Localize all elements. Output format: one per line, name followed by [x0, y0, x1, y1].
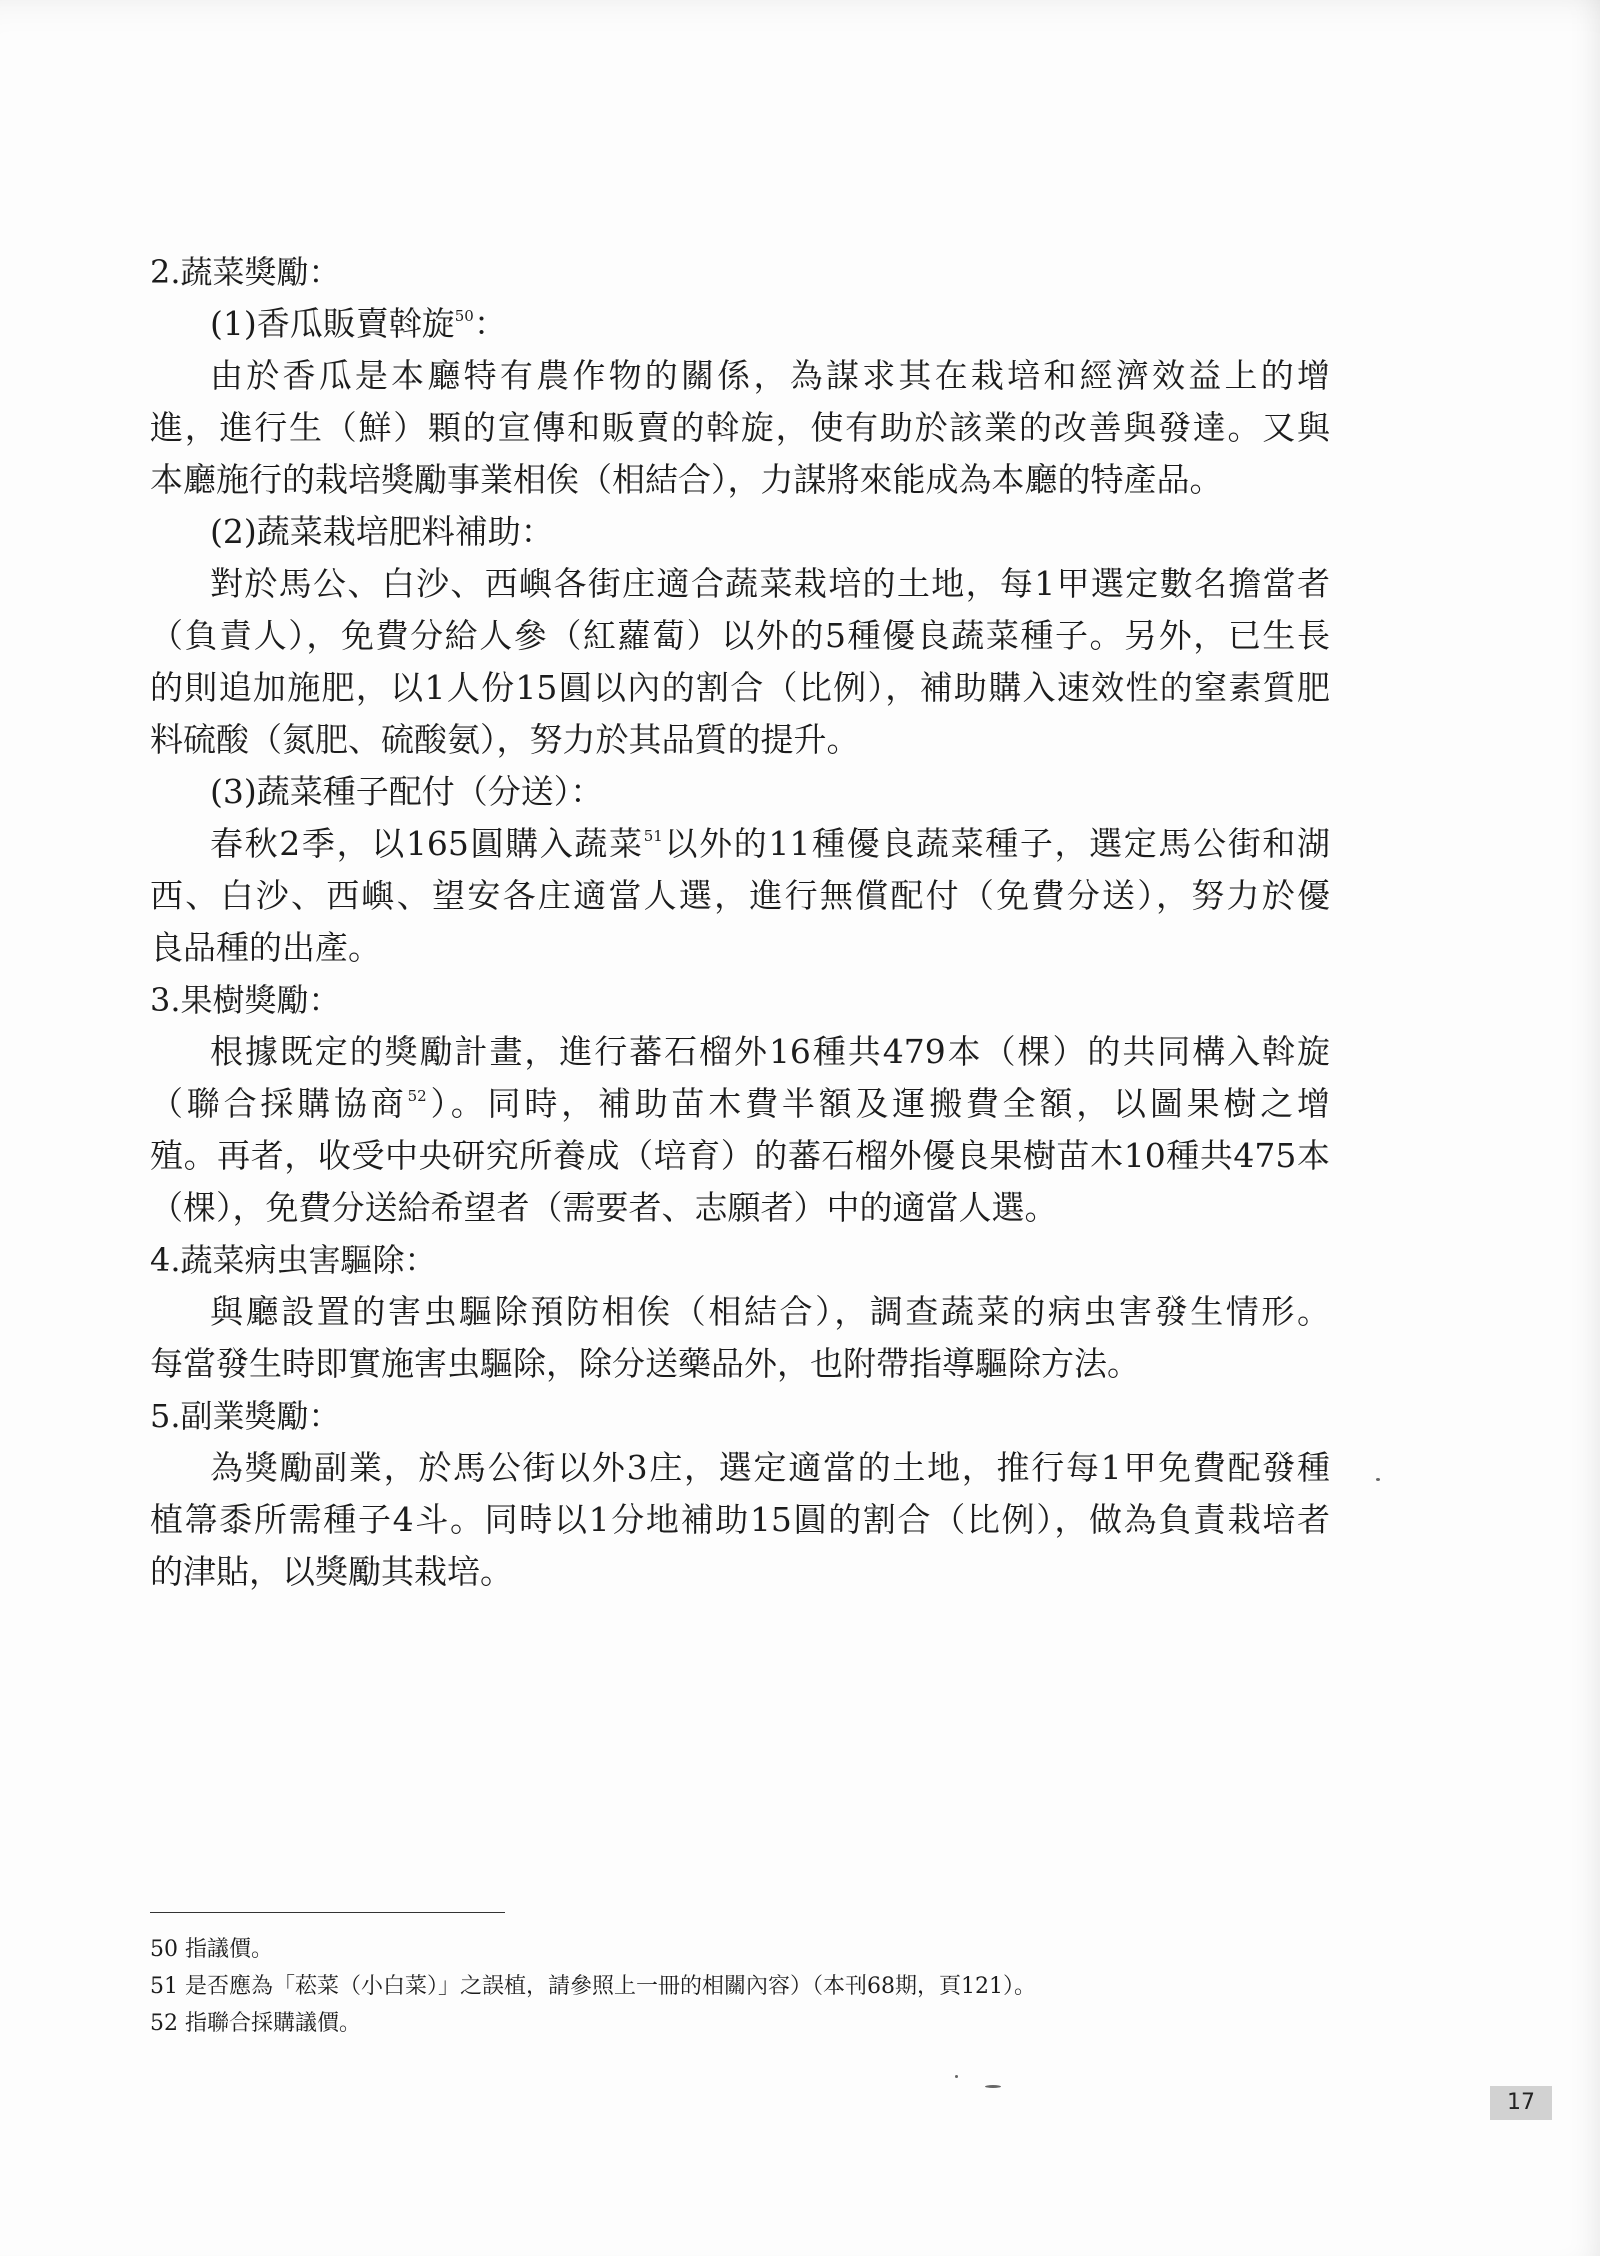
paragraph-line: 殖。再者，收受中央研究所養成（培育）的蕃石榴外優良果樹苗木10種共475本 — [150, 1136, 1330, 1175]
footnotes — [150, 1912, 1330, 2042]
paragraph-line: （負責人），免費分給人參（紅蘿蔔）以外的5種優良蔬菜種子。另外，已生長 — [150, 616, 1330, 655]
paragraph-line: 與廳設置的害虫驅除預防相俟（相結合），調查蔬菜的病虫害發生情形。 — [210, 1292, 1330, 1331]
section-4-heading: 4.蔬菜病虫害驅除： — [150, 1241, 437, 1279]
scan-speck — [985, 2085, 1001, 2088]
footnote-51: 51 是否應為「菘菜（小白菜）」之誤植，請參照上一冊的相關內容）（本刊68期，頁121）。 — [150, 1974, 1036, 1999]
paragraph-line: 春秋2季，以165圓購入蔬菜$^{51}$以外的11種優良蔬菜種子，選定馬公街和湖 — [210, 824, 1330, 863]
paragraph-line: 良品種的出產。 — [150, 928, 381, 967]
paragraph-line: 每當發生時即實施害虫驅除，除分送藥品外，也附帶指導驅除方法。 — [150, 1344, 1140, 1383]
paragraph-line: 的津貼，以獎勵其栽培。 — [150, 1552, 513, 1591]
section-5-heading: 5.副業獎勵： — [150, 1397, 341, 1435]
paragraph-line: 料硫酸（氮肥、硫酸氨），努力於其品質的提升。 — [150, 720, 860, 759]
paragraph-line: 植箒黍所需種子4斗。同時以1分地補助15圓的割合（比例），做為負責栽培者 — [150, 1500, 1330, 1539]
paragraph-line: 根據既定的獎勵計畫，進行蕃石榴外16種共479本（棵）的共同構入斡旋 — [210, 1032, 1330, 1071]
paragraph-line: 進，進行生（鮮）顆的宣傳和販賣的斡旋，使有助於該業的改善與發達。又與 — [150, 408, 1330, 447]
paragraph-line: （聯合採購協商$^{52}$）。同時，補助苗木費半額及運搬費全額，以圖果樹之增 — [150, 1084, 1331, 1123]
footnote-ref-50: 50 — [454, 307, 474, 325]
paragraph-line: 對於馬公、白沙、西嶼各街庄適合蔬菜栽培的土地，每1甲選定數名擔當者 — [210, 564, 1330, 603]
paragraph-line: 的則追加施肥，以1人份15圓以內的割合（比例），補助購入速效性的窒素質肥 — [150, 668, 1330, 707]
footnote-50: 50 指議價。 — [150, 1937, 273, 1962]
page-number: 17 — [1490, 2086, 1552, 2120]
footnote-ref-52: 52 — [407, 1087, 427, 1105]
scan-speck — [1376, 1478, 1380, 1481]
paragraph-line: 為獎勵副業，於馬公街以外3庄，選定適當的土地，推行每1甲免費配發種 — [210, 1448, 1330, 1487]
footnote-divider — [150, 1912, 505, 1913]
subsection-2-heading: (2)蔬菜栽培肥料補助： — [210, 512, 554, 551]
subsection-3-heading: (3)蔬菜種子配付（分送）： — [210, 772, 604, 811]
paragraph-line: 由於香瓜是本廳特有農作物的關係，為謀求其在栽培和經濟效益上的增 — [210, 356, 1330, 395]
subsection-1-heading: (1)香瓜販賣斡旋$^{50}$： — [210, 304, 507, 343]
paragraph-line: 西、白沙、西嶼、望安各庄適當人選，進行無償配付（免費分送），努力於優 — [150, 876, 1330, 915]
paragraph-line: （棵），免費分送給希望者（需要者、志願者）中的適當人選。 — [150, 1188, 1058, 1227]
paragraph-line: 本廳施行的栽培獎勵事業相俟（相結合），力謀將來能成為本廳的特產品。 — [150, 460, 1223, 499]
scan-speck — [955, 2075, 958, 2078]
section-3-heading: 3.果樹獎勵： — [150, 981, 341, 1019]
section-2-heading: 2.蔬菜獎勵： — [150, 253, 341, 291]
footnote-ref-51: 51 — [643, 827, 663, 845]
body-text — [150, 246, 1330, 1598]
footnote-52: 52 指聯合採購議價。 — [150, 2011, 361, 2036]
